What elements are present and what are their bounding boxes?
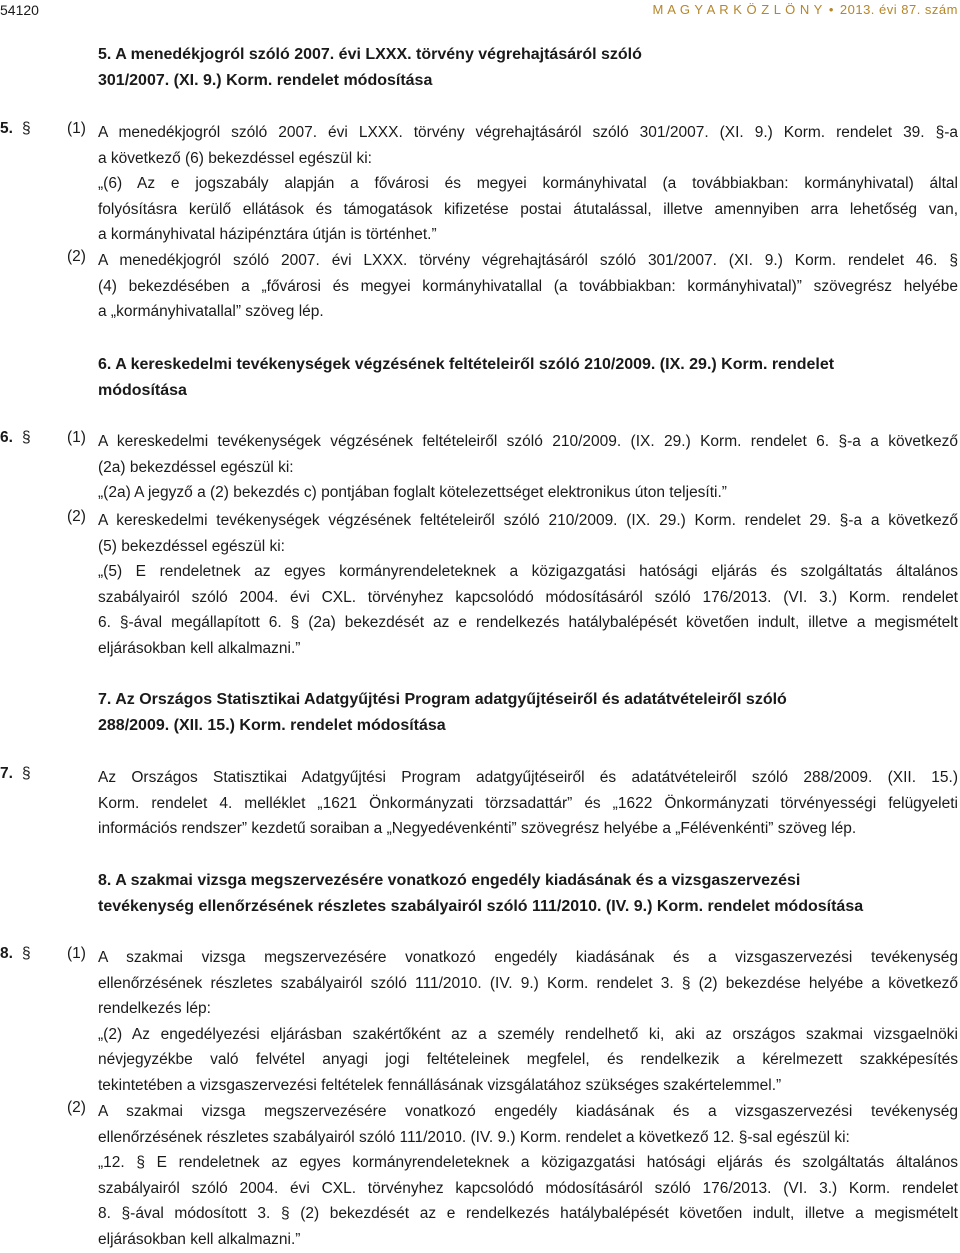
section-7-number: 7. <box>0 765 13 782</box>
text-line: „12. § E rendeletnek az egyes kormányrendeleteknek a közigazgatási hatósági eljárás és szolgáltatás általános <box>98 1154 958 1171</box>
section-5-sign: § <box>22 120 31 137</box>
section-8-title-line-2: tevékenység ellenőrzésének részletes szabályairól szóló 111/2010. (IV. 9.) Korm. rendelet módosítása <box>98 898 864 915</box>
text-line: szabályairól szóló 2004. évi CXL. törvényhez kapcsolódó módosításáról szóló 176/2013. (VI. 3.) Korm. rendelet <box>98 588 958 606</box>
text-line: Korm. rendelet 4. melléklet „1621 Önkormányzati törzsadattár” és „1622 Önkormányzati törvényességi felügyeleti <box>98 794 958 812</box>
section-7-title-line-2: 288/2009. (XII. 15.) Korm. rendelet módosítása <box>98 717 446 734</box>
section-5-paragraph-2 <box>98 248 958 325</box>
text-line: A szakmai vizsga megszervezésére vonatkozó engedély kiadásának és a vizsgaszervezési tevékenység <box>98 949 958 966</box>
section-6-title-line-2: módosítása <box>98 382 187 399</box>
text-line: „(2a) A jegyző a (2) bekezdés c) pontjában foglalt kötelezettséget elektronikus úton teljesíti.” <box>98 484 727 501</box>
text-line: (2a) bekezdéssel egészül ki: <box>98 458 294 476</box>
text-line: 6. §-ával megállapított 6. § (2a) bekezdését az e rendelkezés hatálybalépését követően indult, illetve a megismételt <box>98 614 958 631</box>
section-6-number: 6. <box>0 429 13 446</box>
section-8-paragraph-2 <box>98 1099 958 1252</box>
section-8-sign: § <box>22 945 31 962</box>
section-8-number: 8. <box>0 945 13 962</box>
text-line: a kormányhivatal házipénztára útján is történhet.” <box>98 226 437 243</box>
journal-name: M A G Y A R K Ö Z L Ö N Y <box>652 2 823 17</box>
section-7-title-line-1: 7. Az Országos Statisztikai Adatgyűjtési Program adatgyűjtéseiről és adatátvételeiről szóló <box>98 691 787 708</box>
text-line: (4) bekezdésében a „fővárosi és megyei kormányhivatallal (a továbbiakban: kormányhivatal)” szövegrész helyébe <box>98 277 958 295</box>
text-line: ellenőrzésének részletes szabályairól szóló 111/2010. (IV. 9.) Korm. rendelet a következő 12. §-sal egészül ki: <box>98 1128 850 1146</box>
section-7-title <box>98 687 946 739</box>
section-6-paragraph-1 <box>98 429 958 506</box>
text-line: „(2) Az engedélyezési eljárásban szakértőként az a személy rendelhető ki, aki az országos szakmai vizsgaelnöki <box>98 1025 958 1043</box>
section-5-paragraph-1 <box>98 120 958 248</box>
journal-issue: 2013. évi 87. szám <box>839 2 958 17</box>
section-5-number: 5. <box>0 120 13 137</box>
section-7-paragraph <box>98 765 958 842</box>
section-8-p2-marker: (2) <box>67 1099 86 1116</box>
text-line: névjegyzékbe való felvétel anyagi jogi feltételeinek megfelel, és rendelkezik a kérelmezett szakképesítés <box>98 1051 958 1068</box>
section-8-p1-marker: (1) <box>67 945 86 962</box>
text-line: „(6) Az e jogszabály alapján a fővárosi és megyei kormányhivatal (a továbbiakban: kormányhivatal) által <box>98 175 958 192</box>
section-8-title-line-1: 8. A szakmai vizsga megszervezésére vonatkozó engedély kiadásának és a vizsgaszervezési <box>98 872 801 889</box>
text-line: ellenőrzésének részletes szabályairól szóló 111/2010. (IV. 9.) Korm. rendelet 3. § (2) bekezdése helyébe a következő <box>98 974 958 992</box>
text-line: 8. §-ával módosított 3. § (2) bekezdését az e rendelkezés hatálybalépését követően indult, illetve a megismételt <box>98 1205 958 1222</box>
text-line: „(5) E rendeletnek az egyes kormányrendeleteknek a közigazgatási hatósági eljárás és szolgáltatás általános <box>98 563 958 580</box>
section-6-title-line-1: 6. A kereskedelmi tevékenységek végzésének feltételeiről szóló 210/2009. (IX. 29.) Korm. rendelet <box>98 356 835 373</box>
bullet-separator: • <box>828 2 834 17</box>
section-8-title <box>98 868 946 920</box>
page-number: 54120 <box>0 2 39 18</box>
text-line: szabályairól szóló 2004. évi CXL. törvényhez kapcsolódó módosításáról szóló 176/2013. (VI. 3.) Korm. rendelet <box>98 1179 958 1197</box>
text-line: a következő (6) bekezdéssel egészül ki: <box>98 149 372 167</box>
section-5-p1-marker: (1) <box>67 120 86 137</box>
section-5-title-line-2: 301/2007. (XI. 9.) Korm. rendelet módosítása <box>98 72 433 89</box>
text-line: a „kormányhivatallal” szöveg lép. <box>98 303 324 320</box>
text-line: A menedékjogról szóló 2007. évi LXXX. törvény végrehajtásáról szóló 301/2007. (XI. 9.) Korm. rendelet 46. § <box>98 252 958 269</box>
section-5-title <box>98 42 946 94</box>
text-line: folyósításra kerülő ellátások és támogatások kifizetése postai átutalással, illetve amennyiben arra lehetőség van, <box>98 200 958 218</box>
text-line: A kereskedelmi tevékenységek végzésének feltételeiről szóló 210/2009. (IX. 29.) Korm. rendelet 6. §-a a következő <box>98 433 958 450</box>
text-line: A kereskedelmi tevékenységek végzésének feltételeiről szóló 210/2009. (IX. 29.) Korm. rendelet 29. §-a a következő <box>98 512 958 529</box>
text-line: eljárásokban kell alkalmazni.” <box>98 1230 301 1248</box>
text-line: (5) bekezdéssel egészül ki: <box>98 537 285 555</box>
text-line: információs rendszer” kezdetű soraiban a „Negyedévenkénti” szövegrész helyébe a „Félévenkénti” szöveg lép. <box>98 820 857 837</box>
journal-header <box>653 2 958 17</box>
section-7-sign: § <box>22 765 31 782</box>
section-6-sign: § <box>22 429 31 446</box>
text-line: tekintetében a vizsgaszervezési feltételek fennállásának vizsgálatához szükséges szakértelemmel.” <box>98 1076 782 1094</box>
section-6-paragraph-2 <box>98 508 958 661</box>
text-line: A menedékjogról szóló 2007. évi LXXX. törvény végrehajtásáról szóló 301/2007. (XI. 9.) Korm. rendelet 39. §-a <box>98 124 958 141</box>
page-header <box>0 0 960 24</box>
section-6-title <box>98 352 946 404</box>
section-5-p2-marker: (2) <box>67 248 86 265</box>
section-6-p2-marker: (2) <box>67 508 86 525</box>
text-line: A szakmai vizsga megszervezésére vonatkozó engedély kiadásának és a vizsgaszervezési tevékenység <box>98 1103 958 1120</box>
section-8-paragraph-1 <box>98 945 958 1098</box>
text-line: rendelkezés lép: <box>98 1000 211 1017</box>
section-5-title-line-1: 5. A menedékjogról szóló 2007. évi LXXX. törvény végrehajtásáról szóló <box>98 46 642 63</box>
text-line: Az Országos Statisztikai Adatgyűjtési Program adatgyűjtéseiről és adatátvételeiről szóló 288/2009. (XII. 15.) <box>98 769 958 786</box>
text-line: eljárásokban kell alkalmazni.” <box>98 639 301 657</box>
section-6-p1-marker: (1) <box>67 429 86 446</box>
